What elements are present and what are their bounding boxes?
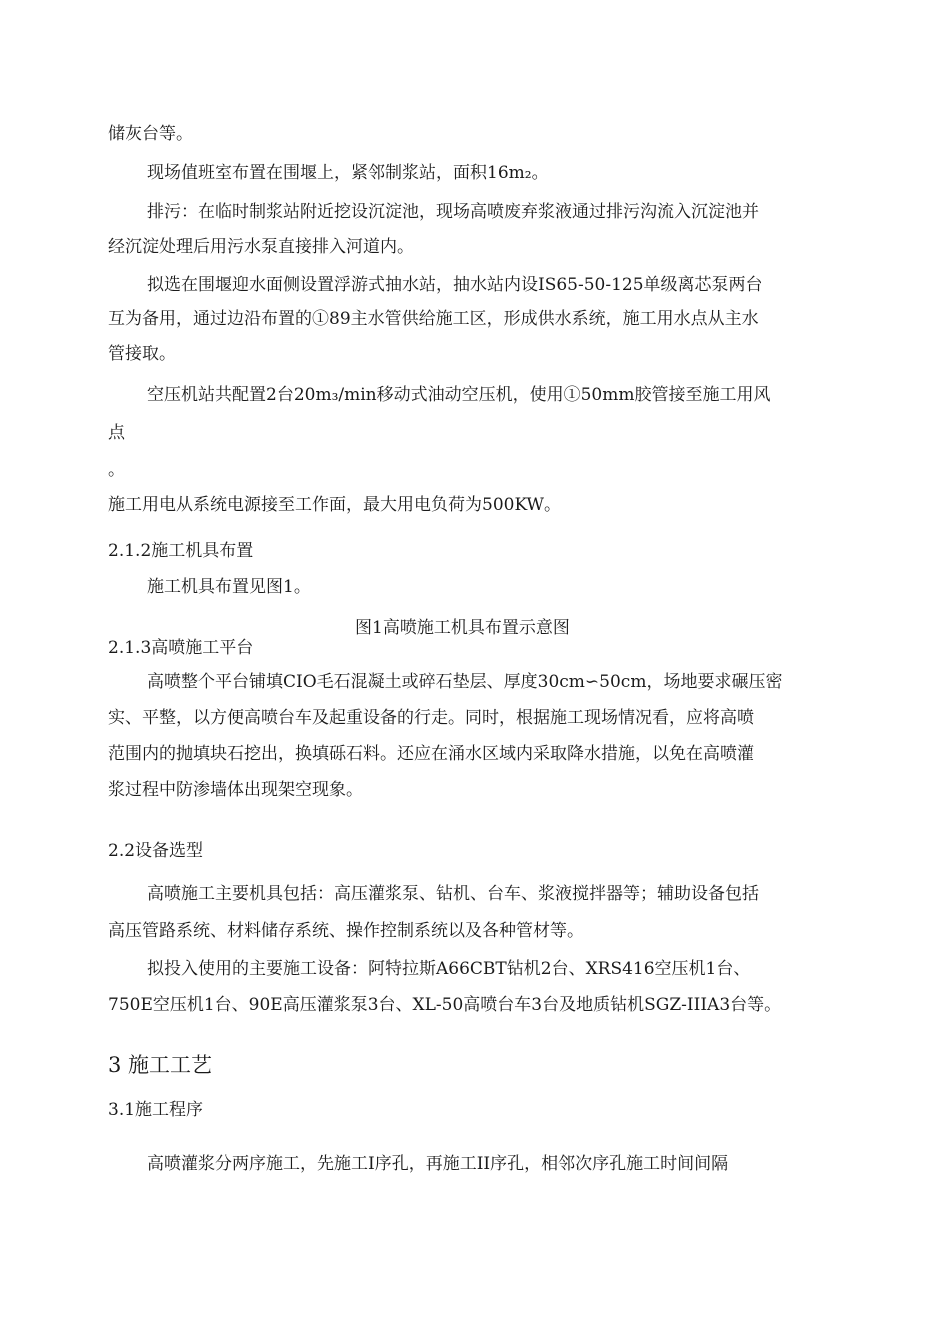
text-line: 高喷整个平台铺填CIO毛石混凝土或碎石垫层、厚度30cm∽50cm，场地要求碾压密 (147, 672, 783, 692)
text-line: 实、平整，以方便高喷台车及起重设备的行走。同时，根据施工现场情况看，应将高喷 (108, 708, 754, 728)
text-line: 范围内的抛填块石挖出，换填砾石料。还应在涌水区域内采取降水措施，以免在高喷灌 (108, 744, 754, 764)
text-line: 管接取。 (108, 344, 176, 364)
text-line: 拟选在围堰迎水面侧设置浮游式抽水站，抽水站内设IS65-50-125单级离芯泵两台 (147, 275, 763, 295)
text-line: 浆过程中防渗墙体出现架空现象。 (108, 780, 363, 800)
text-line: 拟投入使用的主要施工设备：阿特拉斯A66CBT钻机2台、XRS416空压机1台、 (147, 959, 751, 979)
text-line: 现场值班室布置在围堰上，紧邻制浆站，面积16m₂。 (147, 163, 549, 183)
text-line: 空压机站共配置2台20m₃/min移动式油动空压机，使用①50mm胶管接至施工用风 (147, 385, 771, 405)
section-heading: 2.1.2施工机具布置 (108, 541, 254, 561)
text-line: 。 (108, 460, 125, 480)
section-heading: 2.2设备选型 (108, 841, 204, 861)
chapter-heading: 3 施工工艺 (108, 1053, 213, 1077)
text-line: 储灰台等。 (108, 124, 193, 144)
text-line: 施工用电从系统电源接至工作面，最大用电负荷为500KW。 (108, 495, 562, 515)
figure-caption: 图1高喷施工机具布置示意图 (355, 618, 570, 638)
section-heading: 3.1施工程序 (108, 1100, 204, 1120)
text-line: 施工机具布置见图1。 (147, 577, 311, 597)
text-line: 750E空压机1台、90E高压灌浆泵3台、XL-50高喷台车3台及地质钻机SGZ-IIIA3台等。 (108, 995, 782, 1015)
text-line: 高压管路系统、材料储存系统、操作控制系统以及各种管材等。 (108, 921, 584, 941)
text-line: 经沉淀处理后用污水泵直接排入河道内。 (108, 237, 414, 257)
text-line: 点 (108, 423, 125, 443)
text-line: 排污：在临时制浆站附近挖设沉淀池，现场高喷废弃浆液通过排污沟流入沉淀池并 (147, 202, 759, 222)
text-line: 高喷施工主要机具包括：高压灌浆泵、钻机、台车、浆液搅拌器等；辅助设备包括 (147, 884, 759, 904)
text-line: 互为备用，通过边沿布置的①89主水管供给施工区，形成供水系统，施工用水点从主水 (108, 309, 759, 329)
text-line: 高喷灌浆分两序施工，先施工I序孔，再施工II序孔，相邻次序孔施工时间间隔 (147, 1154, 729, 1174)
section-heading: 2.1.3高喷施工平台 (108, 638, 254, 658)
